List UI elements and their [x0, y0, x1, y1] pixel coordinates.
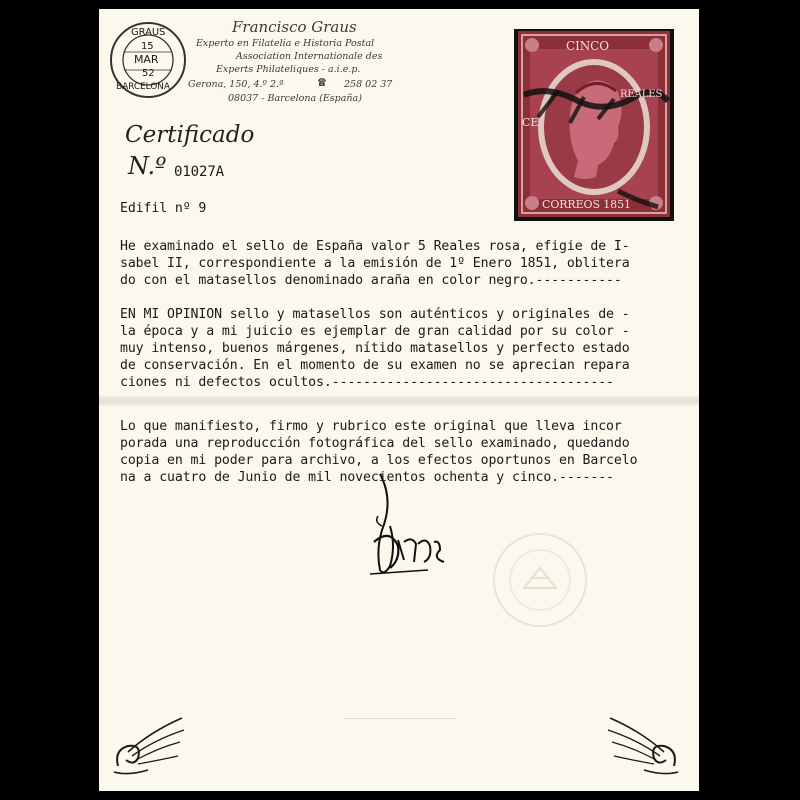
expert-name: Francisco Graus — [232, 18, 357, 36]
stamp-top-text: CINCO — [566, 39, 609, 53]
certificate-number-prefix: N.º — [128, 152, 167, 180]
phone-number: 258 02 37 — [344, 79, 393, 90]
handwritten-signature — [360, 470, 450, 580]
catalog-reference: Edifil nº 9 — [120, 201, 207, 216]
postmark-day: 15 — [141, 41, 154, 52]
certificate-number: 01027A — [174, 164, 224, 180]
paragraph-3-line-2: porada una reproducción fotográfica del sello examinado, quedando — [120, 436, 630, 451]
expert-title: Experto en Filatelia e Historia Postal — [196, 38, 375, 49]
fold-line — [99, 396, 699, 406]
paragraph-3-line-3: copia en mi poder para archivo, a los efectos oportunos en Barcelo — [120, 453, 638, 468]
blank-line — [345, 718, 455, 719]
city-line: 08037 - Barcelona (España) — [228, 93, 362, 104]
association-acronym: Experts Philateliques - a.i.e.p. — [216, 64, 361, 75]
ornament-left — [108, 712, 188, 776]
paragraph-3-line-4: na a cuatro de Junio de mil novecientos ochenta y cinco.------- — [120, 470, 614, 485]
certificate-title: Certificado — [125, 122, 255, 148]
postmark-top: GRAUS — [131, 27, 166, 38]
paragraph-1-line-2: sabel II, correspondiente a la emisión de 1º Enero 1851, oblitera — [120, 256, 630, 271]
paragraph-2-line-2: la época y a mi juicio es ejemplar de gran calidad por su color - — [120, 324, 630, 339]
phone-icon: ☎ — [318, 75, 326, 90]
paragraph-2-line-4: de conservación. En el momento de su examen no se aprecian repara — [120, 358, 630, 373]
paragraph-2-line-5: ciones ni defectos ocultos.------------------------------------ — [120, 375, 614, 390]
embossed-seal — [490, 530, 590, 630]
postmark-bottom: BARCELONA — [116, 82, 170, 92]
stamp-bottom-text: CORREOS 1851 — [542, 198, 631, 211]
stamp-left-text: CE — [522, 116, 539, 129]
paragraph-1-line-1: He examinado el sello de España valor 5 Reales rosa, efigie de I- — [120, 239, 630, 254]
postmark-year: 52 — [142, 68, 155, 79]
association-line: Association Internationale des — [236, 51, 383, 62]
stamp-photo — [518, 31, 670, 217]
paragraph-2-line-1: EN MI OPINION sello y matasellos son auténticos y originales de - — [120, 307, 630, 322]
postmark-month: MAR — [134, 53, 159, 66]
paragraph-1-line-3: do con el matasellos denominado araña en color negro.----------- — [120, 273, 622, 288]
address-line: Gerona, 150, 4.º 2.ª — [188, 79, 284, 90]
ornament-right — [604, 712, 684, 776]
paragraph-2-line-3: muy intenso, buenos márgenes, nítido matasellos y perfecto estado — [120, 341, 630, 356]
stamp-right-text: REALES — [620, 89, 663, 100]
paragraph-3-line-1: Lo que manifiesto, firmo y rubrico este original que lleva incor — [120, 419, 622, 434]
